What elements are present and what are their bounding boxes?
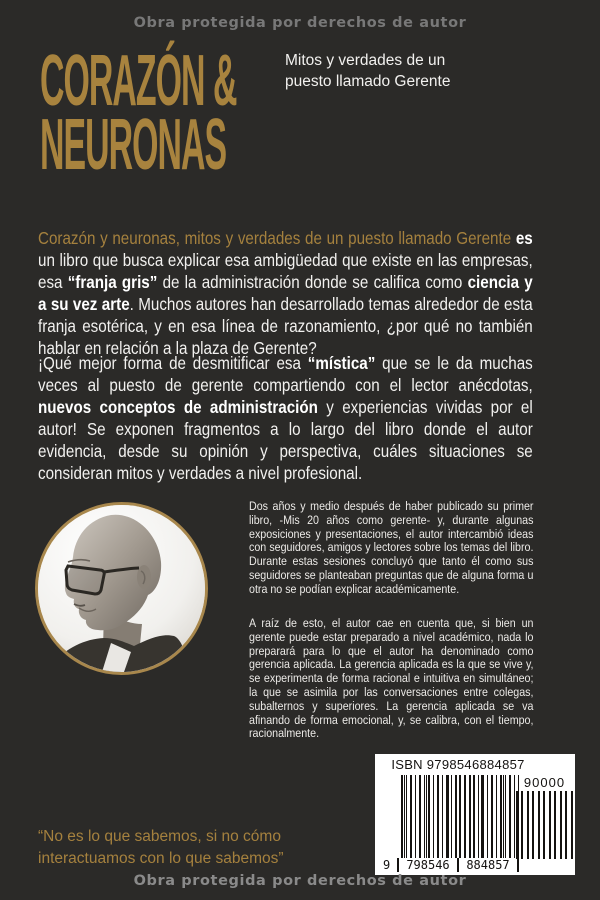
isbn-label: ISBN 9798546884857 — [391, 757, 525, 772]
synopsis-bold-segment: “mística” — [307, 353, 376, 373]
barcode-bars — [401, 775, 519, 858]
copyright-watermark-top: Obra protegida por derechos de autor — [133, 15, 467, 31]
supplement-bars — [516, 791, 573, 859]
book-title — [40, 41, 237, 185]
copyright-watermark-bottom: Obra protegida por derechos de autor — [133, 873, 467, 889]
supplement-barcode — [516, 775, 573, 859]
synopsis-bold-segment: nuevos conceptos de administración — [38, 397, 318, 417]
ean13-barcode — [383, 775, 519, 872]
synopsis-text-segment: y experiencias vividas por el autor! Se exponen fragmentos a lo largo del libro donde el autor evidencia, desde su opinión y perspectiva, cuáles situaciones se consideran mitos y verdades a nivel profesional. — [38, 397, 533, 483]
synopsis-bold-segment: ciencia y a su vez arte — [38, 272, 533, 314]
synopsis-bold-segment: es — [511, 228, 533, 248]
isbn-barcode-box — [375, 754, 575, 875]
synopsis-highlight-title: Corazón y neuronas, mitos y verdades de un puesto llamado Gerente — [38, 228, 512, 248]
barcode-digits — [383, 858, 519, 872]
isbn-digit-lead: 9 — [383, 858, 397, 872]
book-subtitle: Mitos y verdades de un puesto llamado Gerente — [285, 52, 451, 90]
author-portrait-image — [38, 505, 205, 672]
synopsis-paragraph-2 — [38, 352, 533, 484]
author-photo — [35, 502, 208, 675]
synopsis-text-segment: ¡Qué mejor forma de desmitificar esa — [38, 353, 308, 373]
author-quote: “No es lo que sabemos, si no cómo interactuamos con lo que sabemos” — [38, 828, 284, 867]
synopsis-text-segment: que se le da muchas veces al puesto de gerente compartiendo con el lector anécdotas, — [38, 353, 533, 395]
title-line-2: NEURONAS — [40, 105, 227, 185]
supplement-price-code: 90000 — [523, 775, 566, 790]
author-note-paragraph-2: A raíz de esto, el autor cae en cuenta que, si bien un gerente puede estar preparado a nivel académico, nada lo preparará para lo que el autor ha denominado como gerencia aplicada. La gerencia aplicada es la que se vive y, se experimenta de forma racional e intuitiva en simultáneo; la que se asimila por las conversaciones entre colegas, subalternos y superiores. La gerencia aplicada se va afinando de forma emocional, y, se calibra, con el tiempo, racionalmente. — [249, 616, 534, 741]
synopsis-bold-segment: “franja gris” — [67, 272, 158, 292]
synopsis-paragraph-1 — [38, 227, 533, 359]
synopsis-text-segment: un libro que busca explicar esa ambigüedad que existe en las empresas, esa — [38, 250, 533, 292]
author-note-paragraph-1: Dos años y medio después de haber publicado su primer libro, -Mis 20 años como gerente- y, durante algunas exposiciones y presentaciones, el autor intercambió ideas con seguidores, amigos y lectores sobre los temas del libro. Durante estas sesiones concluyó que tanto él como sus seguidores se planteaban preguntas que de alguna forma u otra no se podían explicar académicamente. — [249, 499, 534, 596]
isbn-digit-group-2: 884857 — [459, 858, 517, 872]
synopsis-text-segment: de la administración donde se califica como — [157, 272, 468, 292]
barcode-guard-bar — [517, 858, 519, 872]
synopsis-text-segment: . Muchos autores han desarrollado temas alrededor de esta franja esotérica, y en esa línea de razonamiento, ¿por qué no también hablar en relación a la plaza de Gerente? — [38, 294, 533, 358]
isbn-digit-group-1: 798546 — [399, 858, 457, 872]
title-line-1: CORAZÓN & — [40, 41, 237, 121]
